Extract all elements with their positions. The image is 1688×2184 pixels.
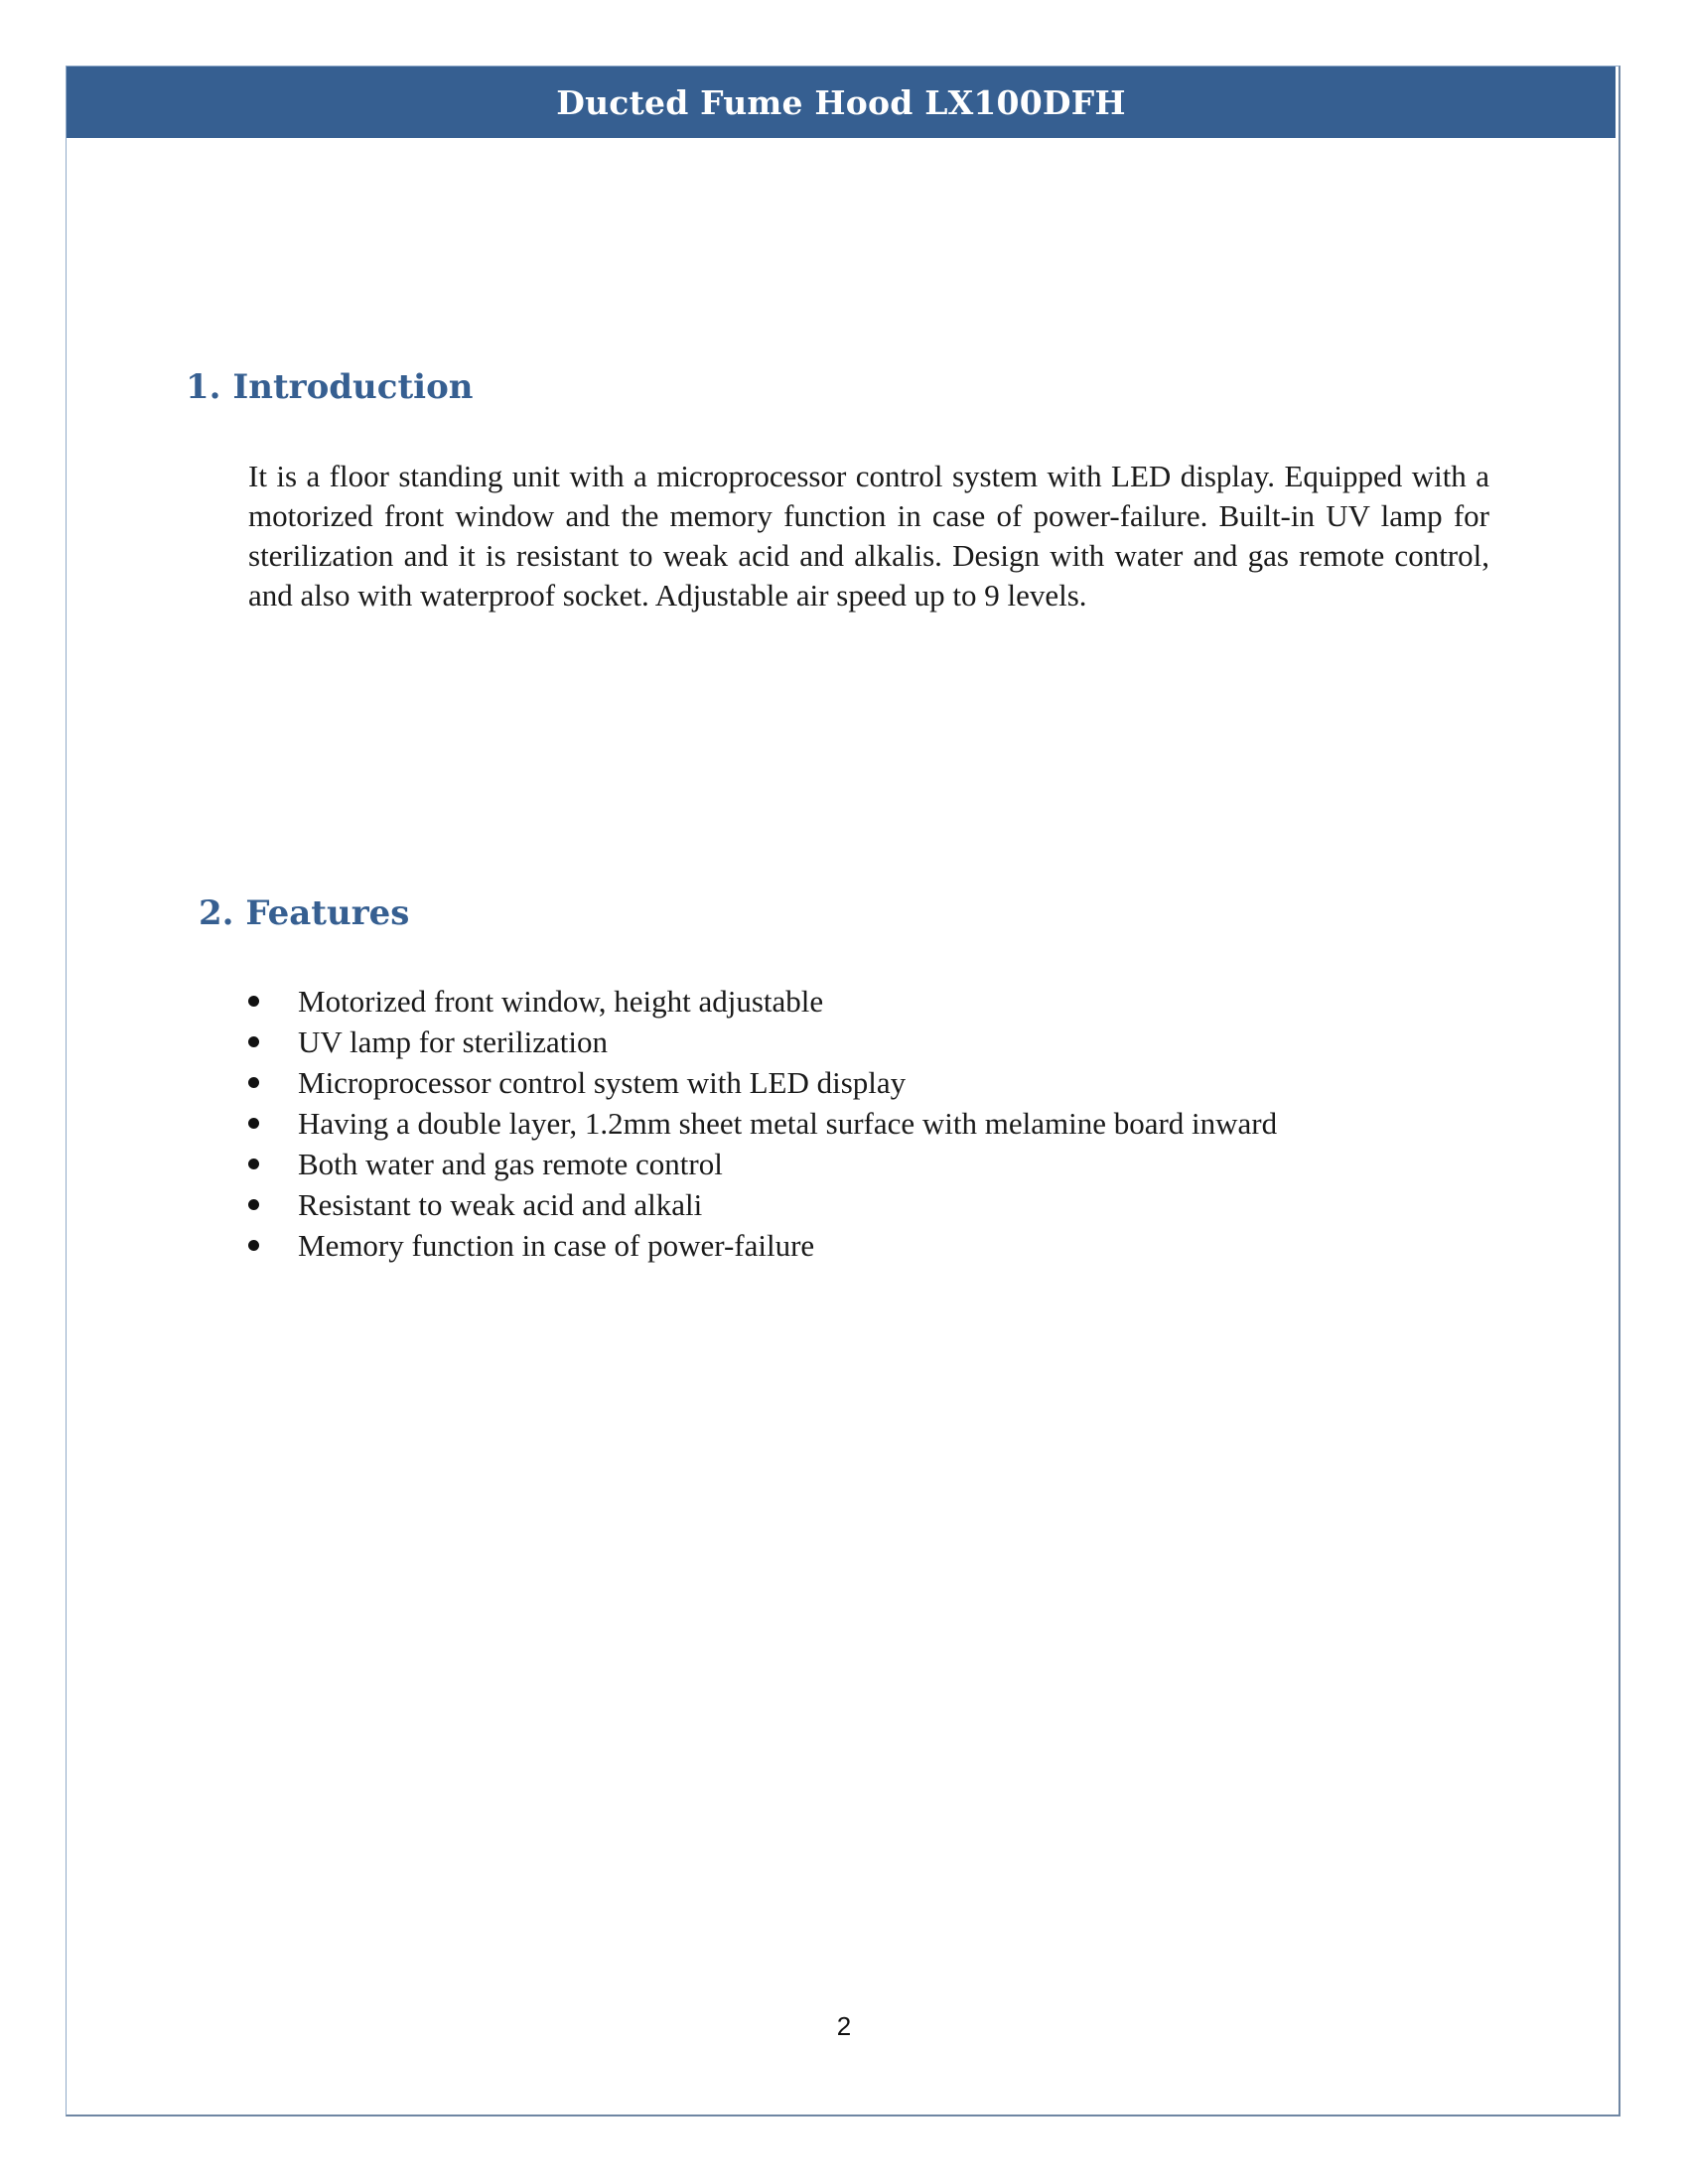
introduction-heading: 1. Introduction bbox=[186, 367, 474, 407]
feature-text: Motorized front window, height adjustable bbox=[298, 984, 824, 1019]
bullet-icon bbox=[248, 1118, 259, 1129]
feature-text: Both water and gas remote control bbox=[298, 1147, 723, 1181]
bullet-icon bbox=[248, 1240, 259, 1251]
feature-item bbox=[248, 1022, 1277, 1062]
bullet-icon bbox=[248, 996, 259, 1007]
introduction-paragraph: It is a floor standing unit with a microprocessor control system with LED display. Equipped with a motorized front window and the memory function in case of power-failure. Built-in UV lamp for sterilization and it is resistant to weak acid and alkalis. Design with water and gas remote control, and also with waterproof socket. Adjustable air speed up to 9 levels. bbox=[248, 459, 1489, 613]
features-heading: 2. Features bbox=[199, 893, 410, 933]
feature-item bbox=[248, 1184, 1277, 1225]
feature-text: Resistant to weak acid and alkali bbox=[298, 1187, 703, 1222]
feature-item bbox=[248, 1062, 1277, 1103]
feature-text: Having a double layer, 1.2mm sheet metal surface with melamine board inward bbox=[298, 1106, 1278, 1141]
feature-item bbox=[248, 1225, 1277, 1266]
bullet-icon bbox=[248, 1159, 259, 1169]
features-list bbox=[248, 981, 1277, 1266]
feature-item bbox=[248, 1144, 1277, 1184]
page-number: 2 bbox=[836, 2011, 852, 2041]
header-banner bbox=[67, 67, 1616, 138]
feature-text: Microprocessor control system with LED display bbox=[298, 1065, 907, 1100]
feature-item bbox=[248, 1103, 1277, 1144]
bullet-icon bbox=[248, 1199, 259, 1210]
bullet-icon bbox=[248, 1036, 259, 1047]
document-title: Ducted Fume Hood LX100DFH bbox=[556, 82, 1126, 122]
feature-text: Memory function in case of power-failure bbox=[298, 1228, 815, 1263]
bullet-icon bbox=[248, 1077, 259, 1088]
feature-text: UV lamp for sterilization bbox=[298, 1024, 608, 1059]
feature-item bbox=[248, 981, 1277, 1022]
